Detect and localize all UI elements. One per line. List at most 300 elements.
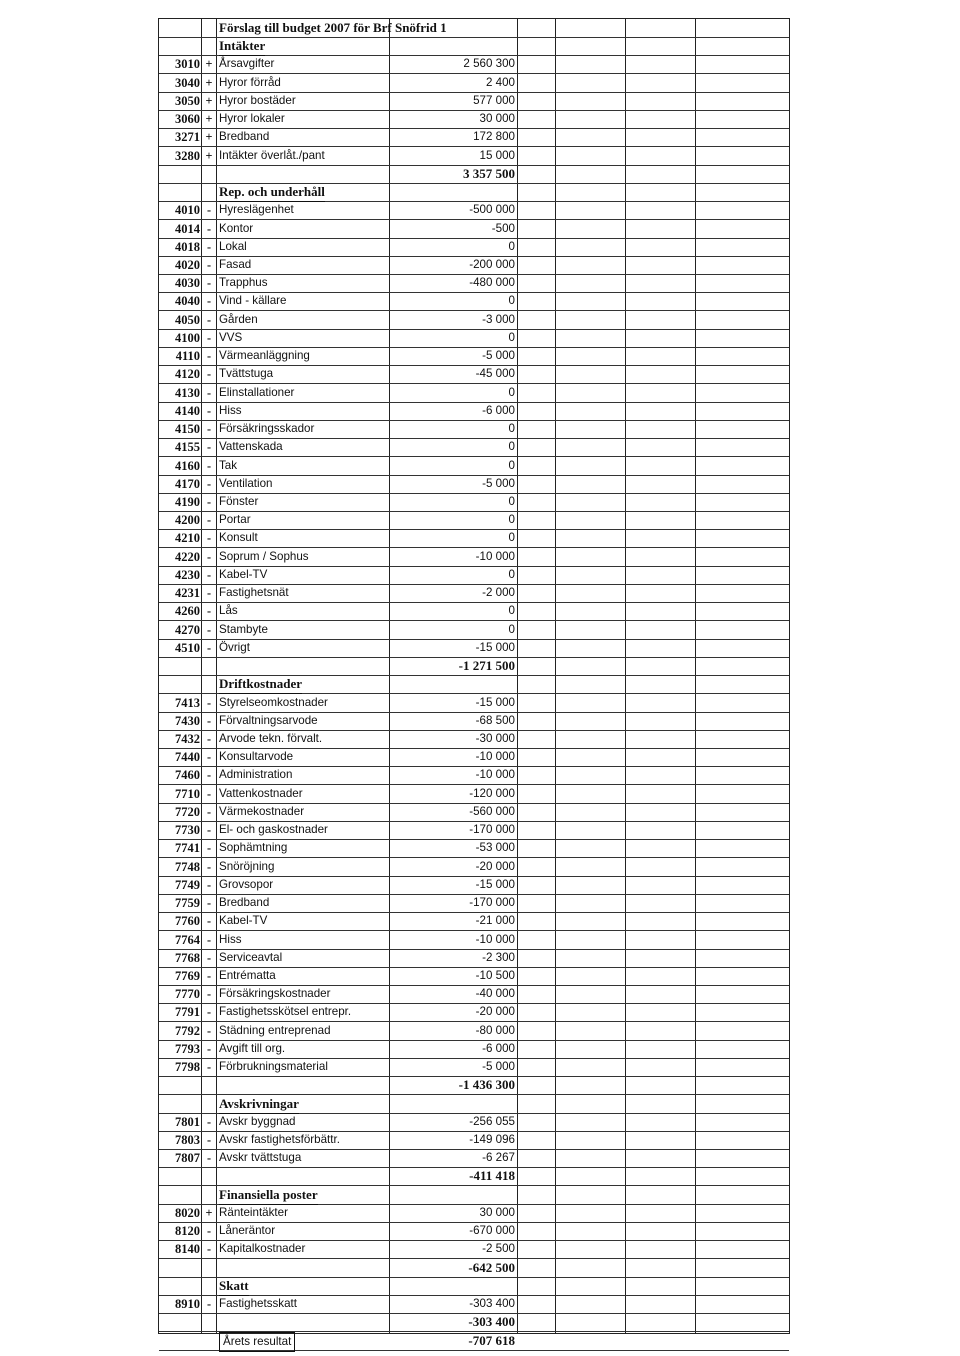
account-code: 7440	[175, 750, 200, 765]
account-code: 4160	[175, 458, 200, 473]
result-row	[159, 1332, 789, 1351]
sign-marker: -	[206, 604, 212, 619]
account-label: Kontor	[219, 221, 254, 235]
budget-row	[159, 766, 789, 785]
account-code: 8910	[175, 1297, 200, 1312]
sign-marker: +	[205, 93, 213, 108]
sign-marker: -	[206, 640, 212, 655]
document-title-text: Förslag till budget 2007 för Brf Snöfrid 1	[219, 20, 447, 35]
sign-marker: -	[206, 731, 212, 746]
budget-row	[159, 639, 789, 658]
account-label: Fastighetsnät	[219, 586, 289, 600]
account-code: 7748	[175, 859, 200, 874]
budget-row	[159, 1040, 789, 1059]
account-code: 4150	[175, 422, 200, 437]
account-code: 7432	[175, 731, 200, 746]
sign-marker: -	[206, 513, 212, 528]
account-label: Fastighetsskötsel entrepr.	[219, 1005, 352, 1019]
account-label: Gården	[219, 312, 258, 326]
account-label: Kabel-TV	[219, 567, 268, 581]
budget-row	[159, 475, 789, 494]
amount-value: 0	[508, 494, 515, 508]
amount-value: -68 500	[475, 713, 515, 727]
account-code: 7413	[175, 695, 200, 710]
account-label: Övrigt	[219, 640, 250, 654]
account-label: Hiss	[219, 403, 242, 417]
budget-row	[159, 220, 789, 239]
budget-row	[159, 912, 789, 931]
amount-value: -15 000	[475, 695, 515, 709]
amount-value: 0	[508, 604, 515, 618]
budget-row	[159, 1149, 789, 1168]
account-label: Hiss	[219, 932, 242, 946]
amount-value: -10 000	[475, 932, 515, 946]
budget-row	[159, 201, 789, 220]
budget-row	[159, 292, 789, 311]
account-label: Administration	[219, 768, 293, 782]
section-total	[159, 1076, 789, 1095]
sign-marker: -	[206, 422, 212, 437]
sign-marker: -	[206, 823, 212, 838]
account-code: 4050	[175, 312, 200, 327]
budget-row	[159, 529, 789, 548]
sign-marker: -	[206, 1023, 212, 1038]
sign-marker: +	[205, 57, 213, 72]
account-code: 3280	[175, 148, 200, 163]
account-label: Låneräntor	[219, 1224, 276, 1238]
amount-value: -500	[491, 221, 515, 235]
section-heading	[159, 183, 789, 202]
account-label: Tvättstuga	[219, 367, 274, 381]
budget-row	[159, 1131, 789, 1150]
account-code: 7792	[175, 1023, 200, 1038]
sign-marker: -	[206, 841, 212, 856]
sign-marker: -	[206, 1060, 212, 1075]
section-heading	[159, 675, 789, 694]
amount-value: -500 000	[469, 203, 515, 217]
amount-value: -6 000	[482, 1041, 515, 1055]
budget-row	[159, 74, 789, 93]
section-total	[159, 165, 789, 184]
result-amount: -707 618	[468, 1332, 515, 1348]
account-label: Snöröjning	[219, 859, 275, 873]
account-label: Städning entreprenad	[219, 1023, 331, 1037]
amount-value: 30 000	[479, 112, 515, 126]
account-label: Fastighetsskatt	[219, 1297, 297, 1311]
budget-row	[159, 420, 789, 439]
sign-marker: -	[206, 713, 212, 728]
budget-row	[159, 839, 789, 858]
sign-marker: -	[206, 294, 212, 309]
account-label: Lokal	[219, 239, 247, 253]
sign-marker: -	[206, 458, 212, 473]
budget-row	[159, 238, 789, 257]
amount-value: -10 000	[475, 768, 515, 782]
account-label: Bredband	[219, 130, 270, 144]
sign-marker: -	[206, 1224, 212, 1239]
sign-marker: -	[206, 276, 212, 291]
amount-value: -21 000	[475, 914, 515, 928]
sign-marker: -	[206, 330, 212, 345]
account-code: 7749	[175, 877, 200, 892]
amount-value: -2 000	[482, 586, 515, 600]
sign-marker: -	[206, 950, 212, 965]
account-code: 7803	[175, 1133, 200, 1148]
account-code: 4260	[175, 604, 200, 619]
amount-value: -2 500	[482, 1242, 515, 1256]
amount-value: 0	[508, 385, 515, 399]
section-total-value: 3 357 500	[463, 165, 515, 181]
budget-row	[159, 748, 789, 767]
amount-value: -3 000	[482, 312, 515, 326]
amount-value: -20 000	[475, 859, 515, 873]
budget-row	[159, 730, 789, 749]
amount-value: 0	[508, 458, 515, 472]
amount-value: 0	[508, 294, 515, 308]
amount-value: 0	[508, 422, 515, 436]
account-label: Försäkringskostnader	[219, 987, 331, 1001]
sign-marker: -	[206, 586, 212, 601]
account-code: 7768	[175, 950, 200, 965]
amount-value: 0	[508, 330, 515, 344]
account-label: Kabel-TV	[219, 914, 268, 928]
account-label: Avgift till org.	[219, 1041, 286, 1055]
sign-marker: -	[206, 203, 212, 218]
amount-value: 0	[508, 531, 515, 545]
section-heading-text: Avskrivningar	[219, 1095, 299, 1114]
budget-row	[159, 1113, 789, 1132]
account-code: 7730	[175, 823, 200, 838]
account-code: 4010	[175, 203, 200, 218]
budget-row	[159, 147, 789, 166]
amount-value: 15 000	[479, 148, 515, 162]
budget-row	[159, 128, 789, 147]
account-label: Ventilation	[219, 476, 273, 490]
amount-value: -6 000	[482, 403, 515, 417]
account-label: Trapphus	[219, 276, 268, 290]
amount-value: -45 000	[475, 367, 515, 381]
section-heading	[159, 1277, 789, 1296]
account-label: Serviceavtal	[219, 950, 283, 964]
account-label: Värmekostnader	[219, 804, 305, 818]
sign-marker: +	[205, 75, 213, 90]
account-label: Bredband	[219, 896, 270, 910]
sign-marker: -	[206, 1041, 212, 1056]
sign-marker: -	[206, 622, 212, 637]
sign-marker: -	[206, 1297, 212, 1312]
account-code: 7793	[175, 1041, 200, 1056]
amount-value: -30 000	[475, 731, 515, 745]
amount-value: -303 400	[469, 1297, 515, 1311]
budget-row	[159, 402, 789, 421]
account-code: 4110	[175, 349, 200, 364]
section-total-value: -303 400	[468, 1314, 515, 1330]
account-code: 4120	[175, 367, 200, 382]
sign-marker: -	[206, 567, 212, 582]
account-label: Tak	[219, 458, 238, 472]
budget-row	[159, 602, 789, 621]
amount-value: -20 000	[475, 1005, 515, 1019]
account-label: Avskr fastighetsförbättr.	[219, 1133, 340, 1147]
budget-row	[159, 347, 789, 366]
account-code: 4220	[175, 549, 200, 564]
amount-value: 577 000	[473, 93, 515, 107]
amount-value: -480 000	[469, 276, 515, 290]
account-code: 8020	[175, 1205, 200, 1220]
account-label: Konsultarvode	[219, 750, 294, 764]
sign-marker: -	[206, 239, 212, 254]
account-code: 3010	[175, 57, 200, 72]
budget-row	[159, 457, 789, 476]
budget-row	[159, 438, 789, 457]
amount-value: -149 096	[469, 1133, 515, 1147]
account-code: 4040	[175, 294, 200, 309]
section-total	[159, 1313, 789, 1332]
sign-marker: -	[206, 221, 212, 236]
budget-row	[159, 949, 789, 968]
budget-row	[159, 329, 789, 348]
budget-row	[159, 694, 789, 713]
sign-marker: -	[206, 312, 212, 327]
budget-row	[159, 365, 789, 384]
budget-row	[159, 931, 789, 950]
account-label: Elinstallationer	[219, 385, 295, 399]
budget-row	[159, 110, 789, 129]
sign-marker: -	[206, 914, 212, 929]
sign-marker: +	[205, 148, 213, 163]
account-label: Intäkter överlåt./pant	[219, 148, 325, 162]
sign-marker: -	[206, 367, 212, 382]
account-code: 4100	[175, 330, 200, 345]
section-total-value: -1 271 500	[458, 658, 515, 674]
account-label: Vattenskada	[219, 440, 283, 454]
section-heading	[159, 1095, 789, 1114]
amount-value: -5 000	[482, 476, 515, 490]
account-label: Arvode tekn. förvalt.	[219, 731, 323, 745]
budget-row	[159, 493, 789, 512]
section-total	[159, 657, 789, 676]
budget-row	[159, 1295, 789, 1314]
account-code: 3050	[175, 93, 200, 108]
sign-marker: -	[206, 695, 212, 710]
budget-sheet	[158, 18, 790, 1348]
account-label: Avskr tvättstuga	[219, 1151, 302, 1165]
budget-row	[159, 803, 789, 822]
budget-row	[159, 1240, 789, 1259]
sign-marker: -	[206, 987, 212, 1002]
account-code: 4230	[175, 567, 200, 582]
sign-marker: +	[205, 1205, 213, 1220]
sign-marker: -	[206, 932, 212, 947]
account-code: 4130	[175, 385, 200, 400]
section-total-value: -642 500	[468, 1259, 515, 1275]
sign-marker: -	[206, 531, 212, 546]
budget-row	[159, 894, 789, 913]
amount-value: -170 000	[469, 823, 515, 837]
account-label: Fönster	[219, 494, 259, 508]
account-code: 4200	[175, 513, 200, 528]
amount-value: -256 055	[469, 1114, 515, 1128]
account-code: 3060	[175, 112, 200, 127]
budget-row	[159, 311, 789, 330]
amount-value: 0	[508, 239, 515, 253]
budget-row	[159, 566, 789, 585]
budget-row	[159, 712, 789, 731]
amount-value: -40 000	[475, 987, 515, 1001]
account-code: 3271	[175, 130, 200, 145]
result-label: Årets resultat	[219, 1332, 295, 1352]
account-code: 7798	[175, 1060, 200, 1075]
sign-marker: -	[206, 349, 212, 364]
account-label: Stambyte	[219, 622, 268, 636]
account-code: 7770	[175, 987, 200, 1002]
budget-row	[159, 256, 789, 275]
budget-row	[159, 92, 789, 111]
amount-value: -670 000	[469, 1224, 515, 1238]
sign-marker: -	[206, 1133, 212, 1148]
budget-row	[159, 785, 789, 804]
account-label: VVS	[219, 330, 243, 344]
account-code: 8140	[175, 1242, 200, 1257]
account-code: 7720	[175, 804, 200, 819]
account-label: Vind - källare	[219, 294, 287, 308]
account-label: Kapitalkostnader	[219, 1242, 306, 1256]
amount-value: -80 000	[475, 1023, 515, 1037]
sign-marker: -	[206, 1151, 212, 1166]
sign-marker: -	[206, 1114, 212, 1129]
account-code: 7430	[175, 713, 200, 728]
account-code: 7764	[175, 932, 200, 947]
sign-marker: -	[206, 257, 212, 272]
sign-marker: -	[206, 786, 212, 801]
account-code: 7741	[175, 841, 200, 856]
amount-value: -10 000	[475, 549, 515, 563]
account-label: Sophämtning	[219, 841, 288, 855]
sign-marker: -	[206, 476, 212, 491]
account-code: 7807	[175, 1151, 200, 1166]
account-code: 4170	[175, 476, 200, 491]
account-label: El- och gaskostnader	[219, 823, 328, 837]
budget-row	[159, 1204, 789, 1223]
budget-row	[159, 621, 789, 640]
account-code: 7791	[175, 1005, 200, 1020]
account-label: Entrématta	[219, 968, 276, 982]
sign-marker: +	[205, 130, 213, 145]
section-heading-text: Finansiella poster	[219, 1186, 318, 1205]
account-label: Fasad	[219, 257, 252, 271]
account-label: Soprum / Sophus	[219, 549, 309, 563]
account-code: 8120	[175, 1224, 200, 1239]
amount-value: -10 500	[475, 968, 515, 982]
account-code: 4155	[175, 440, 200, 455]
sign-marker: -	[206, 1242, 212, 1257]
account-label: Hyror förråd	[219, 75, 281, 89]
amount-value: -10 000	[475, 750, 515, 764]
account-code: 7460	[175, 768, 200, 783]
section-heading	[159, 1186, 789, 1205]
sign-marker: -	[206, 968, 212, 983]
section-total	[159, 1259, 789, 1278]
account-code: 4140	[175, 403, 200, 418]
budget-row	[159, 55, 789, 74]
section-heading-text: Intäkter	[219, 37, 265, 56]
sign-marker: -	[206, 859, 212, 874]
amount-value: -200 000	[469, 257, 515, 271]
amount-value: 2 560 300	[463, 57, 515, 71]
amount-value: -560 000	[469, 804, 515, 818]
budget-row	[159, 1058, 789, 1077]
amount-value: 30 000	[479, 1205, 515, 1219]
account-label: Grovsopor	[219, 877, 274, 891]
account-label: Förbrukningsmaterial	[219, 1060, 328, 1074]
account-code: 4210	[175, 531, 200, 546]
amount-value: 0	[508, 440, 515, 454]
document-title	[159, 19, 789, 38]
account-label: Årsavgifter	[219, 57, 275, 71]
account-code: 7759	[175, 896, 200, 911]
account-code: 4190	[175, 494, 200, 509]
budget-row	[159, 858, 789, 877]
account-label: Hyror bostäder	[219, 93, 296, 107]
sign-marker: -	[206, 804, 212, 819]
sign-marker: -	[206, 896, 212, 911]
budget-row	[159, 1003, 789, 1022]
section-heading-text: Driftkostnader	[219, 675, 302, 694]
amount-value: -15 000	[475, 877, 515, 891]
amount-value: -2 300	[482, 950, 515, 964]
account-code: 3040	[175, 75, 200, 90]
budget-row	[159, 511, 789, 530]
account-code: 4510	[175, 640, 200, 655]
amount-value: 2 400	[485, 75, 515, 89]
account-label: Ränteintäkter	[219, 1205, 288, 1219]
sign-marker: -	[206, 403, 212, 418]
sign-marker: -	[206, 1005, 212, 1020]
amount-value: 172 800	[473, 130, 515, 144]
amount-value: -120 000	[469, 786, 515, 800]
sign-marker: -	[206, 385, 212, 400]
budget-row	[159, 876, 789, 895]
sign-marker: -	[206, 549, 212, 564]
amount-value: -5 000	[482, 1060, 515, 1074]
sign-marker: -	[206, 877, 212, 892]
account-label: Försäkringsskador	[219, 422, 315, 436]
account-code: 7801	[175, 1114, 200, 1129]
account-label: Vattenkostnader	[219, 786, 303, 800]
sign-marker: -	[206, 750, 212, 765]
amount-value: -53 000	[475, 841, 515, 855]
account-code: 4018	[175, 239, 200, 254]
account-label: Styrelseomkostnader	[219, 695, 328, 709]
amount-value: 0	[508, 567, 515, 581]
account-label: Hyreslägenhet	[219, 203, 294, 217]
account-code: 4270	[175, 622, 200, 637]
account-label: Lås	[219, 604, 238, 618]
amount-value: -6 267	[482, 1151, 515, 1165]
budget-row	[159, 274, 789, 293]
sign-marker: +	[205, 112, 213, 127]
account-code: 7710	[175, 786, 200, 801]
amount-value: -170 000	[469, 896, 515, 910]
amount-value: 0	[508, 513, 515, 527]
section-heading-text: Skatt	[219, 1277, 249, 1296]
account-code: 4030	[175, 276, 200, 291]
account-label: Avskr byggnad	[219, 1114, 296, 1128]
budget-row	[159, 584, 789, 603]
account-label: Konsult	[219, 531, 258, 545]
account-label: Portar	[219, 513, 251, 527]
section-heading	[159, 37, 789, 56]
